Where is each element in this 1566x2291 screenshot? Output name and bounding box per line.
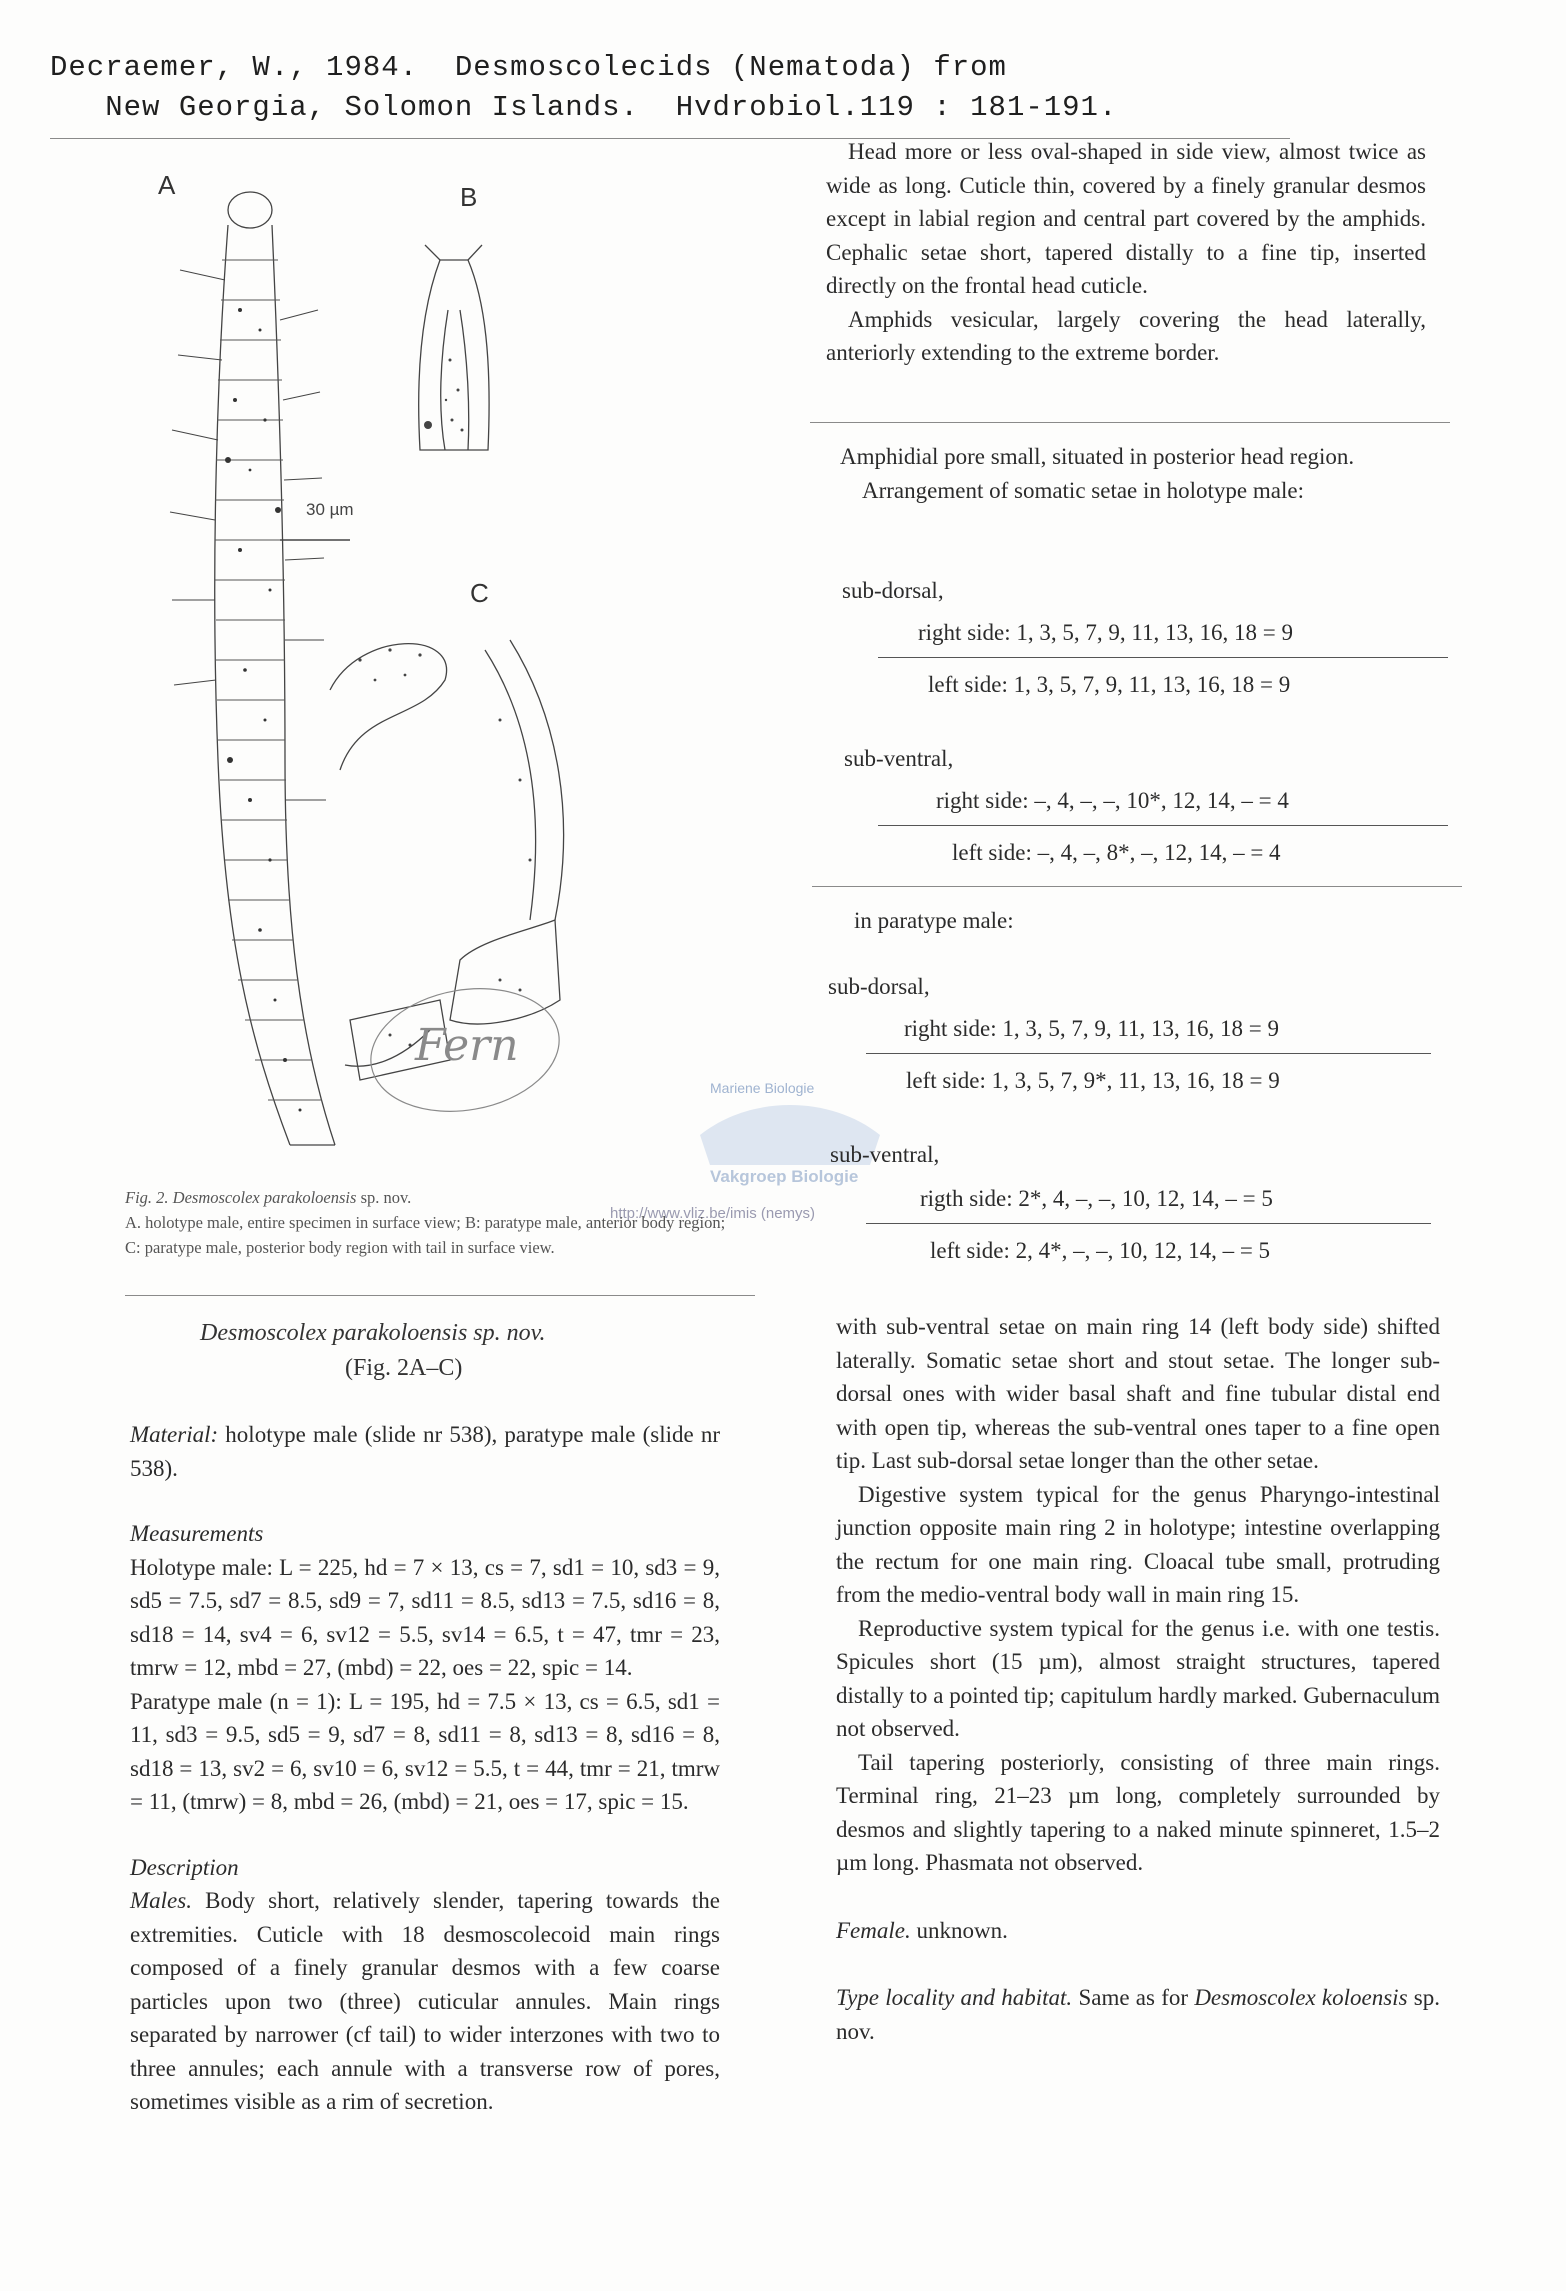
handwritten-note: Fern — [415, 1020, 519, 1071]
type-end: sp. nov. — [836, 1985, 1440, 2044]
holotype-sv-right: right side: –, 4, –, –, 10*, 12, 14, – = 4 — [936, 788, 1289, 813]
setae-paragraph: with sub-ventral setae on main ring 14 (left body side) shifted laterally. Somatic setae short and stout setae. The longer sub-dorsal ones with wider basal shaft and fine tubular distal end with open tip, whereas the sub-ventral ones taper to a fine open tip. Last sub-dorsal setae longer than the other setae. — [836, 1314, 1440, 1473]
watermark-url: http://www.vliz.be/imis (nemys) — [610, 1205, 816, 1222]
scale-bar-label: 30 µm — [306, 500, 354, 519]
caption-suffix: sp. nov. — [356, 1188, 412, 1207]
female-text: unknown. — [910, 1917, 1008, 1943]
holotype-subventral-label: sub-ventral, — [844, 746, 954, 771]
paratype-sd-divider — [866, 1053, 1431, 1054]
males-text: Body short, relatively slender, tapering towards the extremities. Cuticle with 18 desmoscolecoid main rings composed of a finely granular desmos with a few coarse particles upon two (three) cuticular annules. Main rings separated by narrower (cf tail) to wider interzones with two to three annules; each annule with a transverse row of pores, sometimes visible as a rim of secretion. — [130, 1888, 720, 2114]
paratype-sv-left: left side: 2, 4*, –, –, 10, 12, 14, – = 5 — [930, 1238, 1271, 1263]
males-label: Males. — [130, 1888, 192, 1913]
type-locality-paragraph — [836, 1981, 1440, 2048]
holotype-sv-divider — [878, 825, 1448, 826]
paratype-sd-left: left side: 1, 3, 5, 7, 9*, 11, 13, 16, 18 = 9 — [906, 1068, 1280, 1093]
watermark-top-text: Mariene Biologie — [710, 1080, 815, 1096]
figure-label-b: B — [460, 182, 478, 212]
description-heading: Description — [130, 1854, 239, 1880]
species-figure-ref: (Fig. 2A–C) — [345, 1355, 463, 1381]
tail-paragraph: Tail tapering posteriorly, consisting of three main rings. Terminal ring, 21–23 µm long, completely surrounded by desmos and slightly tapering to a naked minute spinneret, 1.5–2 µm long. Phasmata not observed. — [836, 1749, 1440, 1875]
pore-paragraph: Amphidial pore small, situated in posterior head region. — [840, 444, 1355, 469]
head-paragraph: Head more or less oval-shaped in side view, almost twice as wide as long. Cuticle thin, covered by a finely granular desmos except in labial region and central part covered by the amphids. Cephalic setae short, tapered distally to a fine tip, inserted directly on the frontal head cuticle. — [826, 139, 1426, 298]
paratype-measurements: Paratype male (n = 1): L = 195, hd = 7.5 × 13, cs = 6.5, sd1 = 11, sd3 = 9.5, sd5 = 9, sd7 = 8, sd11 = 8, sd13 = 8, sd16 = 8, sd18 = 13, sv2 = 6, sv10 = 6, sv12 = 5.5, t = 44, tmr = 21, tmrw = 11, (tmrw) = 8, mbd = 26, (mbd) = 21, oes = 17, spic = 15. — [130, 1688, 720, 1814]
material-label: Material: — [130, 1422, 219, 1447]
citation-line-2: New Georgia, Solomon Islands. Hvdrobiol.119 : 181-191. — [50, 91, 1118, 124]
paratype-subventral-label: sub-ventral, — [830, 1142, 940, 1167]
holotype-sv-left: left side: –, 4, –, 8*, –, 12, 14, – = 4 — [952, 840, 1281, 865]
measurements-heading: Measurements — [130, 1521, 264, 1546]
paratype-sv-right: rigth side: 2*, 4, –, –, 10, 12, 14, – = 5 — [920, 1186, 1273, 1211]
species-title: Desmoscolex parakoloensis sp. nov. — [200, 1320, 546, 1346]
paratype-sv-divider — [866, 1223, 1431, 1224]
right-column-bottom — [836, 1310, 1440, 2048]
paratype-heading: in paratype male: — [854, 908, 1014, 933]
holotype-sd-divider — [878, 657, 1448, 658]
holotype-measurements: Holotype male: L = 225, hd = 7 × 13, cs = 7, sd1 = 10, sd3 = 9, sd5 = 7.5, sd7 = 8.5, sd9 = 7, sd11 = 8.5, sd13 = 7.5, sd16 = 8, sd18 = 14, sv4 = 6, sv12 = 5.5, sv14 = 6.5, t = 47, tmr = 23, tmrw = 12, mbd = 27, (mbd) = 22, oes = 22, spic = 14. — [130, 1554, 720, 1680]
right-rule-2 — [812, 886, 1462, 887]
caption-body: A. holotype male, entire specimen in surface view; B: paratype male, anterior body region; C: paratype male, posterior body region with tail in surface view. — [125, 1213, 726, 1257]
reproductive-paragraph: Reproductive system typical for the genus i.e. with one testis. Spicules short (15 µm), almost straight structures, tapered distally to a pointed tip; capitulum hardly marked. Gubernaculum not observed. — [836, 1615, 1440, 1741]
holotype-sd-right: right side: 1, 3, 5, 7, 9, 11, 13, 16, 18 = 9 — [918, 620, 1293, 645]
left-column-body — [130, 1418, 720, 2119]
type-text: Same as for — [1072, 1985, 1195, 2010]
amphids-paragraph: Amphids vesicular, largely covering the head laterally, anteriorly extending to the extreme border. — [826, 306, 1426, 365]
type-label: Type locality and habitat. — [836, 1985, 1073, 2010]
female-label: Female. — [836, 1917, 911, 1943]
type-species: Desmoscolex koloensis — [1194, 1985, 1408, 2010]
holotype-sd-left: left side: 1, 3, 5, 7, 9, 11, 13, 16, 18 = 9 — [928, 672, 1291, 697]
arrangement-line: Arrangement of somatic setae in holotype male: — [862, 477, 1304, 503]
paratype-sd-right: right side: 1, 3, 5, 7, 9, 11, 13, 16, 18 = 9 — [904, 1016, 1279, 1041]
watermark-bottom-text: Vakgroep Biologie — [710, 1167, 859, 1186]
digestive-paragraph: Digestive system typical for the genus Pharyngo-intestinal junction opposite main ring 2 in holotype; intestine overlapping the rectum for one main ring. Cloacal tube small, protruding from the medio-ventral body wall in main ring 15. — [836, 1481, 1440, 1607]
female-paragraph — [836, 1914, 1440, 1948]
caption-prefix: Fig. 2. — [125, 1188, 169, 1207]
figure-label-c: C — [470, 578, 489, 608]
material-paragraph — [130, 1418, 720, 1485]
holotype-subdorsal-label: sub-dorsal, — [842, 578, 944, 603]
males-paragraph — [130, 1884, 720, 2119]
figure-label-a: A — [158, 170, 176, 200]
paratype-subdorsal-label: sub-dorsal, — [828, 974, 930, 999]
material-text: holotype male (slide nr 538), paratype male (slide nr 538). — [130, 1422, 720, 1481]
citation-line-1: Decraemer, W., 1984. Desmoscolecids (Nematoda) from — [50, 51, 1007, 84]
caption-species: Desmoscolex parakoloensis — [172, 1188, 357, 1207]
